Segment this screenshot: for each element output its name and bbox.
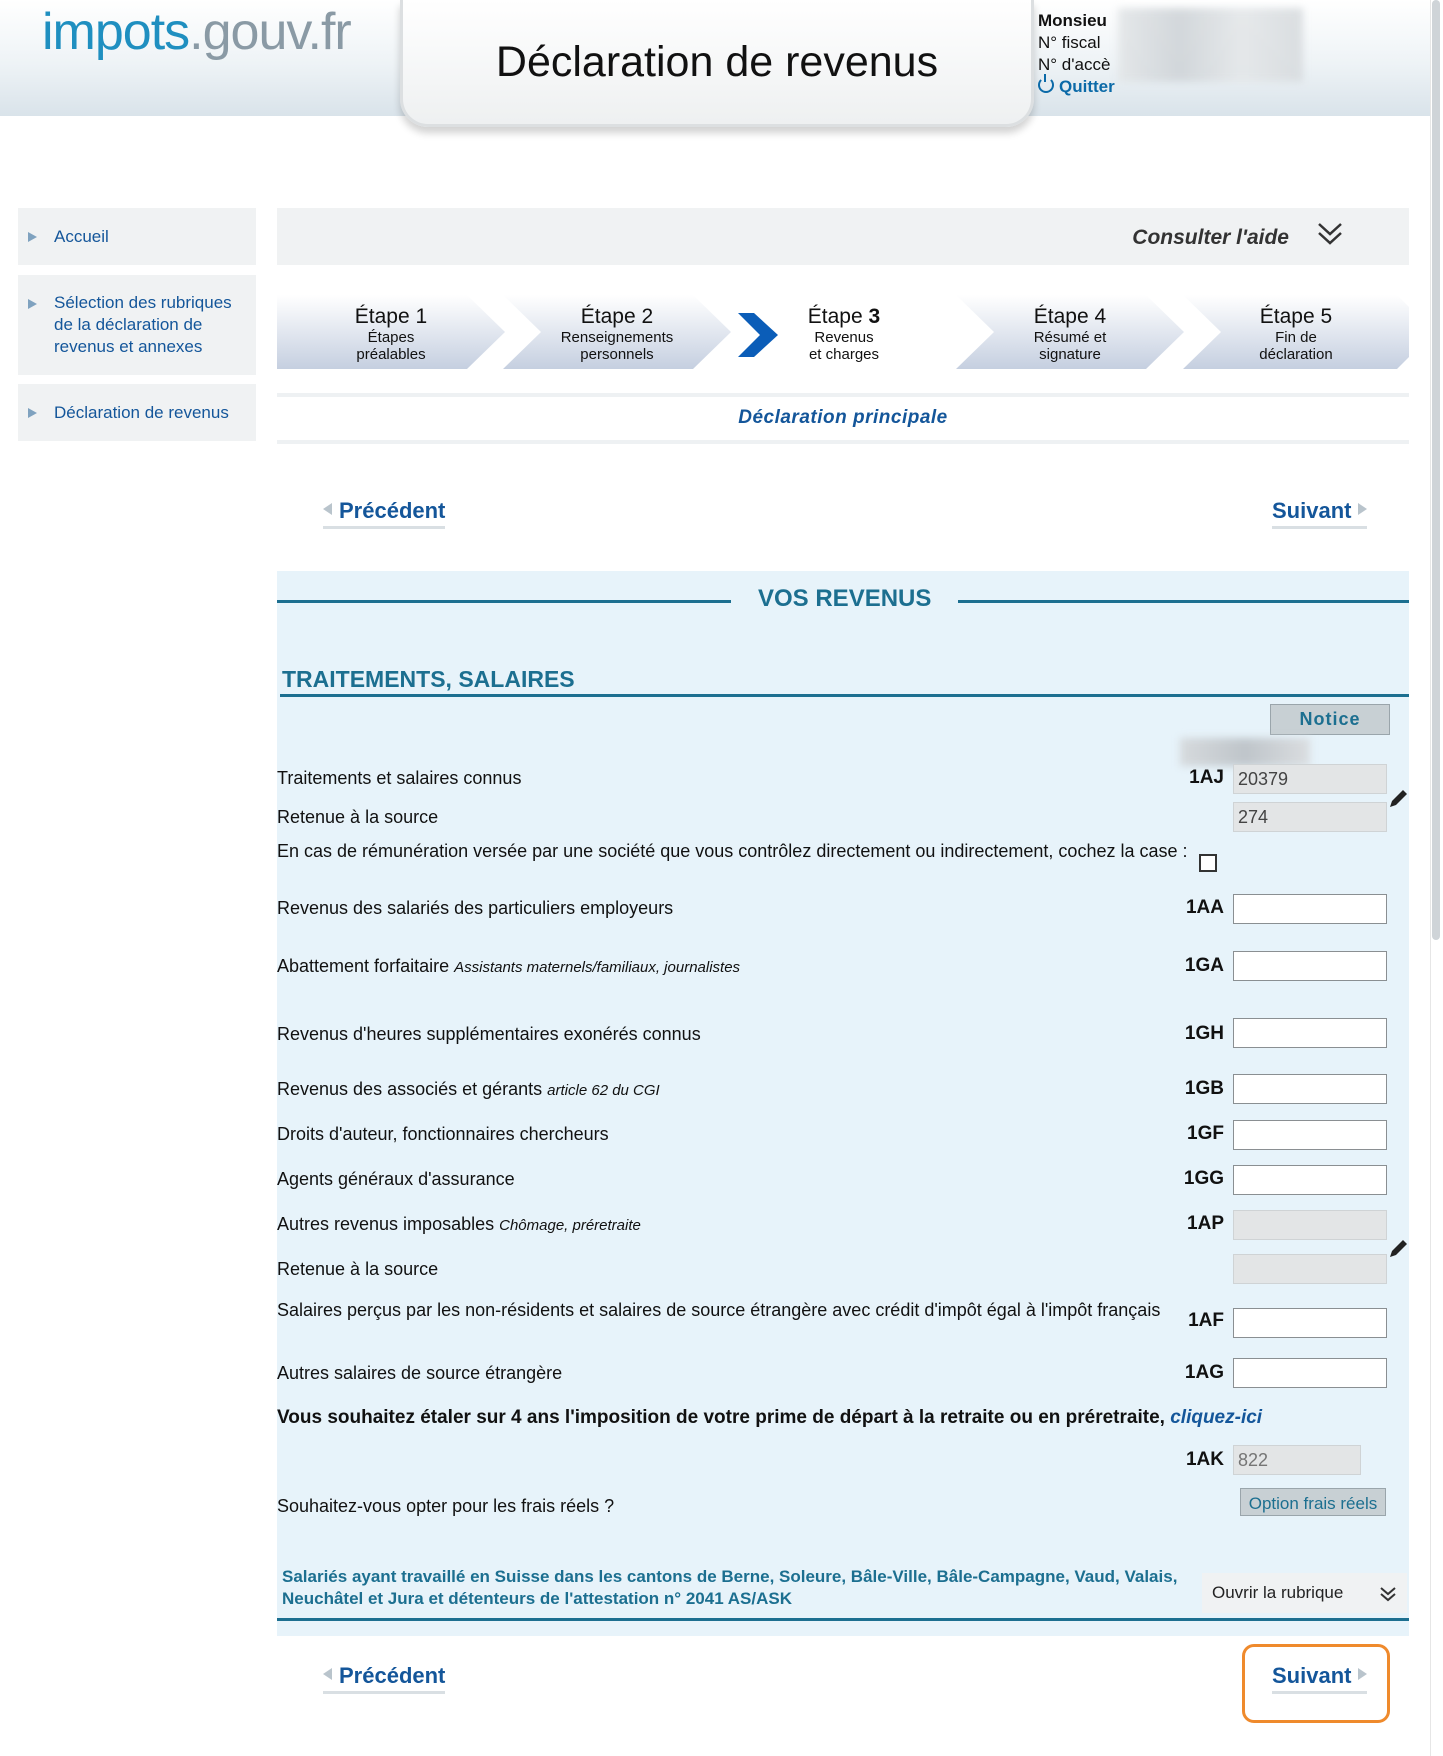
quit-link[interactable]: Quitter: [1038, 76, 1115, 98]
section-rule: [280, 694, 1409, 697]
triangle-right-icon: [1358, 503, 1367, 515]
help-bar[interactable]: [277, 208, 1409, 265]
previous-button-bottom[interactable]: Précédent: [323, 1663, 445, 1694]
row-label-1gf: Droits d'auteur, fonctionnaires chercheurs: [277, 1124, 609, 1144]
suisse-rule: [277, 1618, 1409, 1621]
previous-button-top[interactable]: Précédent: [323, 498, 445, 529]
user-info: [1038, 10, 1115, 98]
code-1ag: 1AG: [1184, 1362, 1224, 1383]
field-1gf[interactable]: [1233, 1120, 1387, 1150]
sidebar-item-label: Accueil: [54, 227, 109, 246]
row-label-1aa: Revenus des salariés des particuliers employeurs: [277, 898, 674, 918]
divider: [277, 440, 1409, 444]
redacted-info: [1180, 738, 1310, 766]
power-icon: [1038, 77, 1054, 93]
field-1ak[interactable]: [1233, 1445, 1361, 1475]
field-1gh[interactable]: [1233, 1018, 1387, 1048]
redacted-user-info: [1118, 8, 1303, 82]
row-label-1gg: Agents généraux d'assurance: [277, 1169, 515, 1189]
triangle-left-icon: [323, 1668, 332, 1680]
step-4: Étape 4 Résumé et signature: [956, 295, 1184, 369]
step-2: Étape 2 Renseignements personnels: [503, 295, 731, 369]
divider: [277, 393, 1409, 397]
row-label-1af: Salaires perçus par les non-résidents et salaires de source étrangère avec crédit d'impôt égal à l'impôt français: [277, 1300, 1161, 1320]
frais-reels-question: Souhaitez-vous opter pour les frais réels ?: [277, 1496, 615, 1516]
field-1ap[interactable]: [1233, 1210, 1387, 1240]
step-5: Étape 5 Fin de déclaration: [1183, 295, 1409, 369]
banner-rule-right: [958, 600, 1409, 603]
field-1ga[interactable]: [1233, 951, 1387, 981]
code-1gb: 1GB: [1184, 1078, 1224, 1099]
code-1gf: 1GF: [1187, 1123, 1224, 1144]
etaler-prime-text: Vous souhaitez étaler sur 4 ans l'imposition de votre prime de départ à la retraite ou en préretraite, cliquez-ici: [277, 1407, 1263, 1428]
suisse-rubrique-title: Salariés ayant travaillé en Suisse dans les cantons de Berne, Soleure, Bâle-Ville, Bâle-Campagne, Vaud, Valais, Neuchâtel et Jura et détenteurs de l'attestation n° 2041 AS/ASK: [282, 1567, 1178, 1608]
step-1: Étape 1 Étapes préalables: [277, 295, 505, 369]
vos-revenus-banner: VOS REVENUS: [758, 585, 932, 612]
row-label-retenue-source: Retenue à la source: [277, 807, 439, 827]
option-frais-reels-button[interactable]: Option frais réels: [1240, 1488, 1386, 1516]
row-label-1gh: Revenus d'heures supplémentaires exonérés connus: [277, 1024, 701, 1044]
user-access-number: N° d'accè: [1038, 55, 1111, 74]
field-retenue-source-2[interactable]: [1233, 1254, 1387, 1284]
row-label-1gb: Revenus des associés et gérants article 62 du CGI: [277, 1079, 660, 1099]
row-label-1ag: Autres salaires de source étrangère: [277, 1363, 563, 1383]
page-title: Déclaration de revenus: [495, 38, 939, 86]
row-label-societe-controle: En cas de rémunération versée par une société que vous contrôlez directement ou indirectement, cochez la case :: [277, 841, 1188, 861]
pencil-edit-icon[interactable]: [1387, 1238, 1409, 1260]
notice-button[interactable]: Notice: [1270, 704, 1390, 735]
help-label: Consulter l'aide: [1132, 226, 1289, 249]
code-1ga: 1GA: [1184, 955, 1224, 976]
site-logo[interactable]: impots.gouv.fr: [42, 3, 351, 61]
code-1ap: 1AP: [1187, 1213, 1224, 1234]
sidebar-item-label: Sélection des rubriques de la déclaration de revenus et annexes: [54, 293, 232, 356]
section-title: TRAITEMENTS, SALAIRES: [282, 666, 575, 692]
triangle-left-icon: [323, 503, 332, 515]
triangle-right-icon: [28, 232, 37, 242]
code-1aj: 1AJ: [1189, 767, 1224, 788]
field-1aj[interactable]: [1233, 764, 1387, 794]
row-label-1ga: Abattement forfaitaire Assistants maternels/familiaux, journalistes: [277, 956, 741, 976]
pencil-edit-icon[interactable]: [1387, 788, 1409, 810]
scrollbar-thumb[interactable]: [1432, 0, 1440, 940]
sidebar-item-label: Déclaration de revenus: [54, 403, 229, 422]
field-1ag[interactable]: [1233, 1358, 1387, 1388]
societe-controle-checkbox[interactable]: [1199, 854, 1217, 872]
sidebar-item-selection-rubriques[interactable]: [18, 275, 256, 375]
double-chevron-down-icon: [1379, 1585, 1397, 1603]
triangle-right-icon: [28, 408, 37, 418]
user-fiscal-number: N° fiscal: [1038, 33, 1101, 52]
cliquez-ici-link[interactable]: cliquez-ici: [1170, 1407, 1263, 1428]
next-button-bottom[interactable]: Suivant: [1272, 1663, 1367, 1694]
sidebar-item-accueil[interactable]: [18, 208, 256, 265]
field-1gg[interactable]: [1233, 1165, 1387, 1195]
field-retenue-source[interactable]: [1233, 802, 1387, 832]
code-1aa: 1AA: [1185, 897, 1224, 918]
step-3-current: Étape 3 Revenus et charges: [807, 305, 881, 363]
code-1ak: 1AK: [1185, 1449, 1224, 1470]
field-1af[interactable]: [1233, 1308, 1387, 1338]
code-1af: 1AF: [1188, 1310, 1224, 1331]
next-button-highlight: [1242, 1644, 1390, 1723]
field-1aa[interactable]: [1233, 894, 1387, 924]
row-label-1aj: Traitements et salaires connus: [277, 768, 522, 788]
sidebar-item-declaration-revenus[interactable]: [18, 384, 256, 441]
code-1gg: 1GG: [1183, 1168, 1224, 1189]
next-button-top[interactable]: Suivant: [1272, 498, 1367, 529]
banner-rule-left: [277, 600, 731, 603]
code-1gh: 1GH: [1184, 1023, 1224, 1044]
triangle-right-icon: [28, 299, 37, 309]
row-label-retenue-source-2: Retenue à la source: [277, 1259, 439, 1279]
field-1gb[interactable]: [1233, 1074, 1387, 1104]
user-name: Monsieu: [1038, 11, 1107, 30]
title-tab: [400, 0, 1034, 127]
declaration-principale-heading: Déclaration principale: [738, 407, 948, 428]
double-chevron-down-icon[interactable]: [1313, 218, 1347, 252]
open-rubrique-button[interactable]: Ouvrir la rubrique: [1202, 1573, 1407, 1613]
row-label-1ap: Autres revenus imposables Chômage, préretraite: [277, 1214, 641, 1234]
